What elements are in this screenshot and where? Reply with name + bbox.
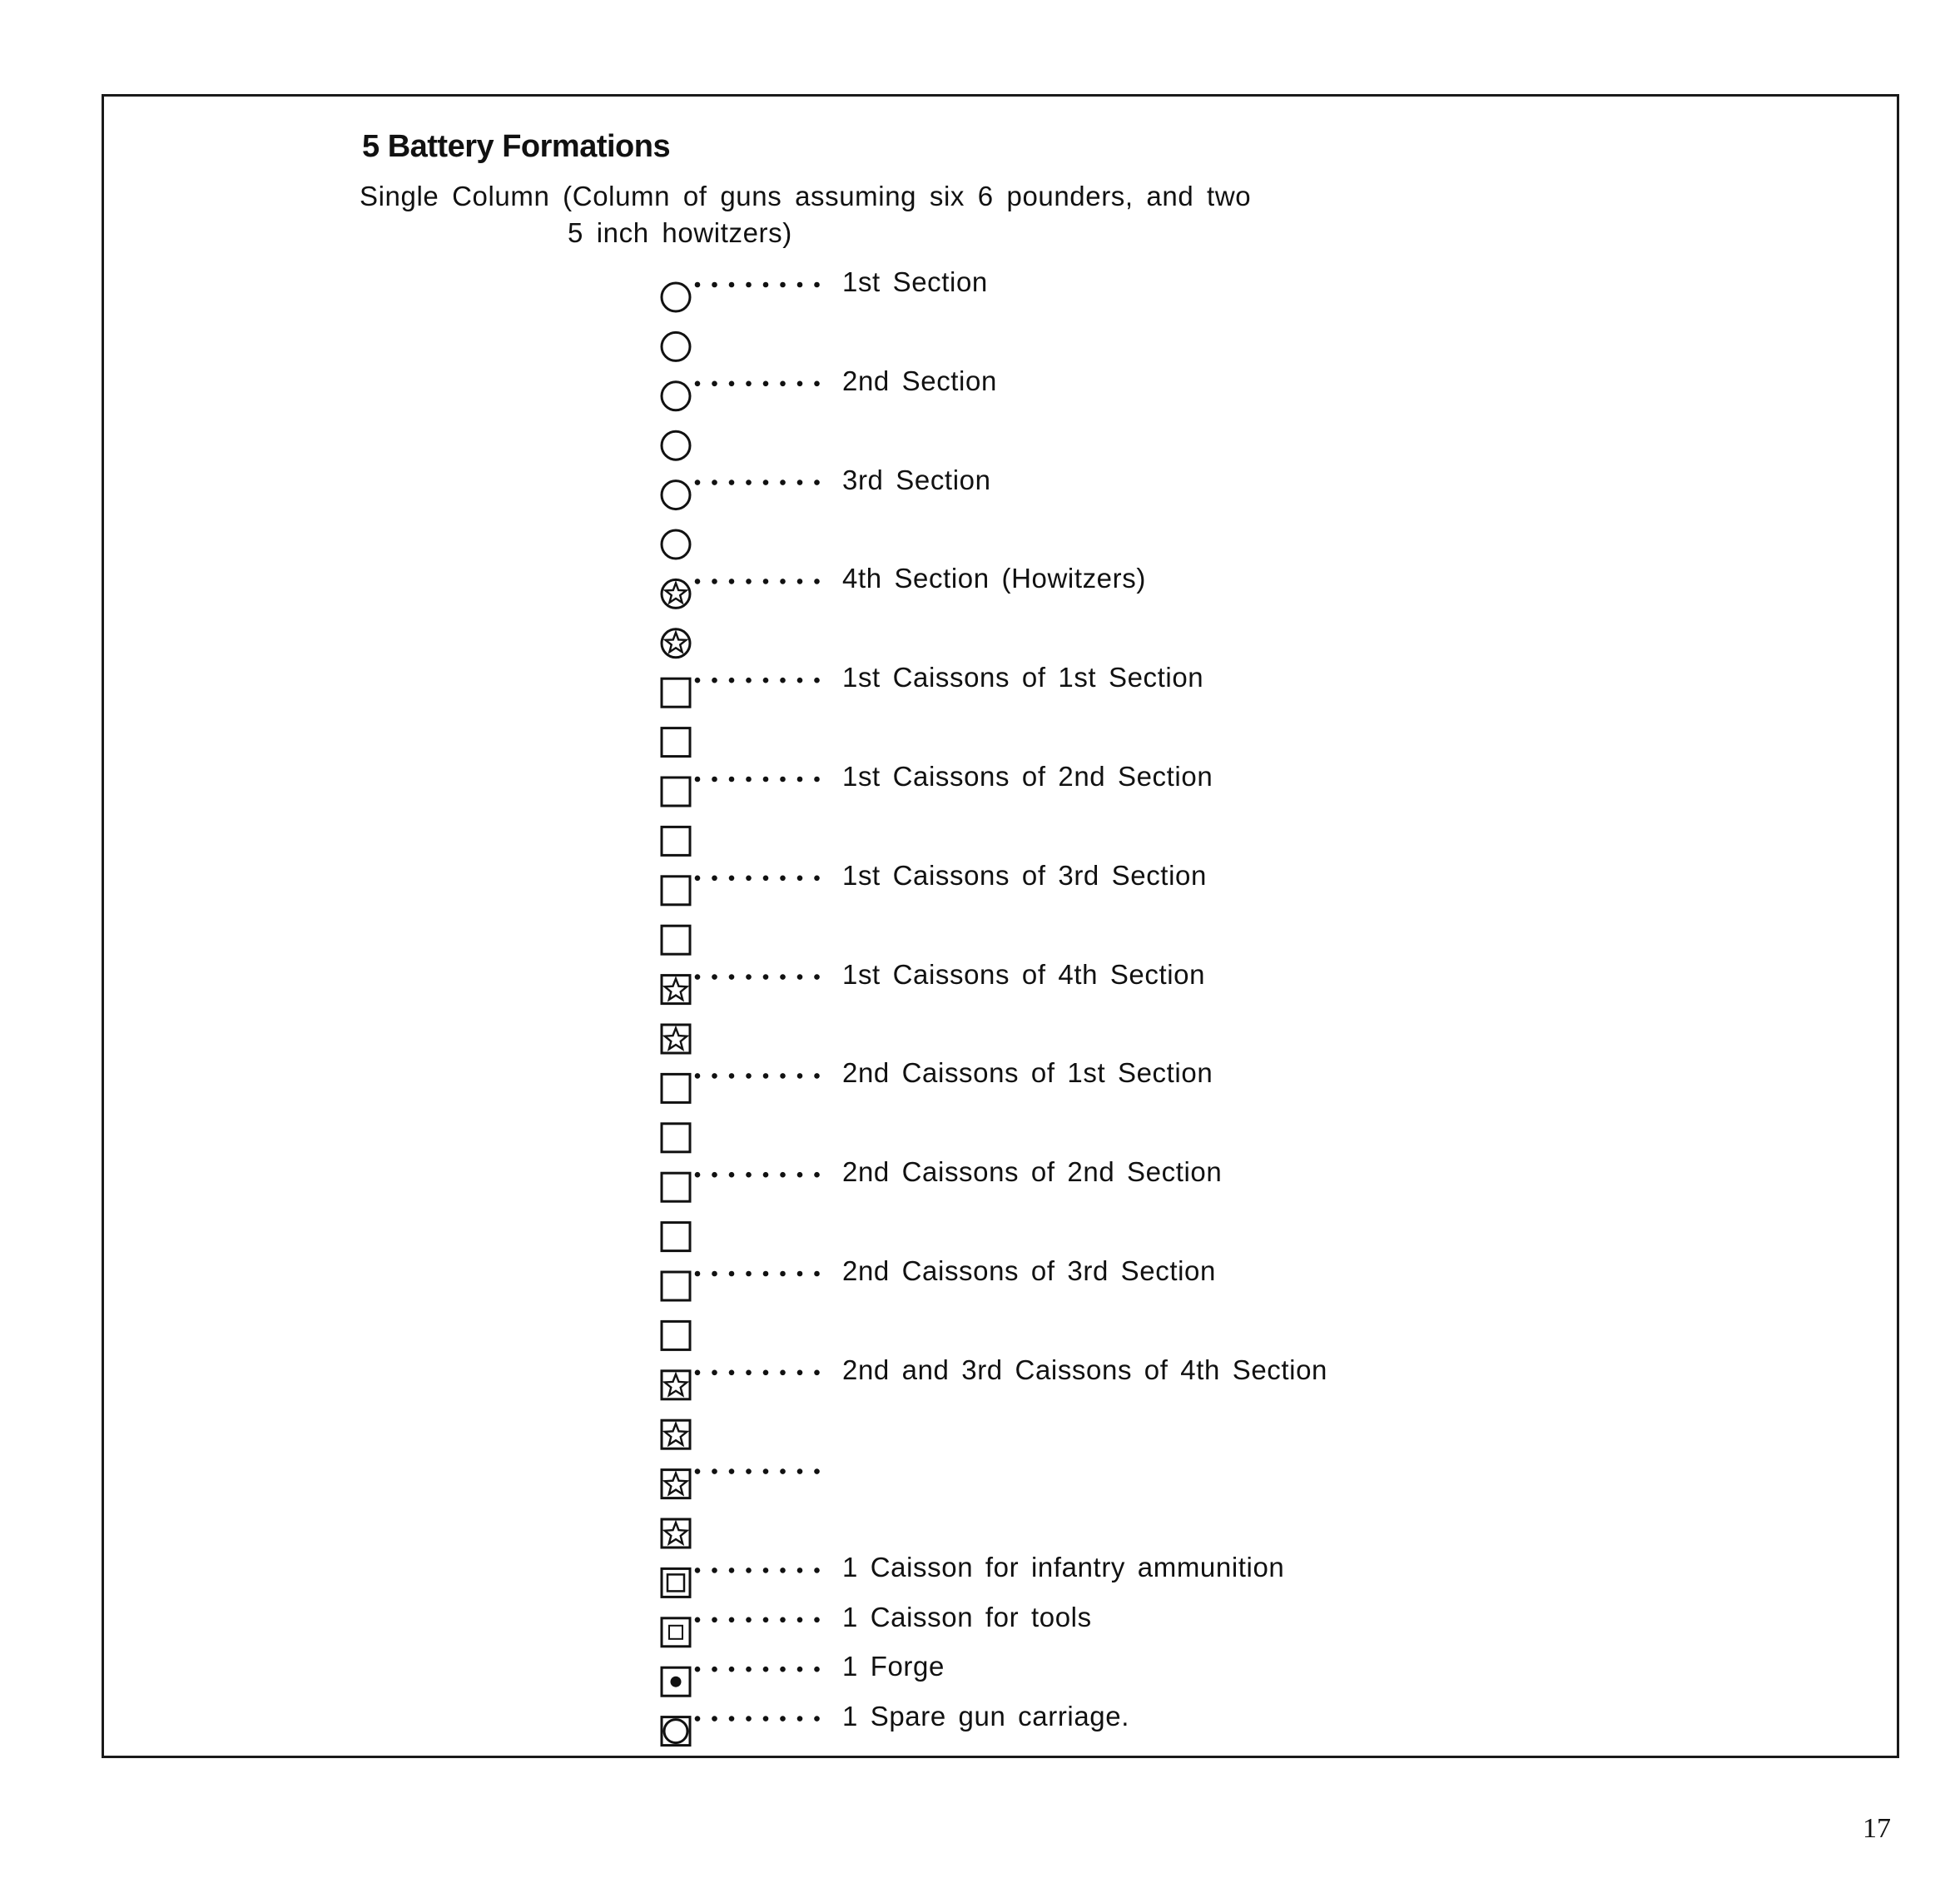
formation-label: 2nd Section: [842, 365, 997, 396]
page-number: 17: [1863, 1813, 1891, 1844]
formation-label: 2nd and 3rd Caissons of 4th Section: [842, 1354, 1328, 1385]
forge-icon: [662, 1667, 690, 1696]
dotted-leader: [695, 381, 820, 387]
formation-label: 1 Caisson for tools: [842, 1601, 1092, 1632]
dotted-leader: [695, 1617, 820, 1623]
formation-label: 1 Forge: [842, 1651, 945, 1682]
formation-label: 1st Caissons of 2nd Section: [842, 761, 1213, 792]
caisson-square-icon: [662, 1272, 690, 1300]
dotted-leader: [695, 579, 820, 584]
formation-label: 4th Section (Howitzers): [842, 563, 1146, 594]
dotted-leader: [695, 1271, 820, 1277]
howitzer-caisson-star-square-icon: [662, 1025, 690, 1053]
formation-label: 1st Caissons of 4th Section: [842, 958, 1206, 990]
infantry-ammunition-caisson-icon: [662, 1568, 690, 1597]
dotted-leader: [695, 479, 820, 485]
formation-label: 2nd Caissons of 1st Section: [842, 1057, 1213, 1089]
howitzer-star-circle-icon: [662, 629, 690, 658]
dotted-leader: [695, 1716, 820, 1722]
formation-label: 1st Caissons of 3rd Section: [842, 859, 1207, 891]
howitzer-caisson-star-square-icon: [662, 1420, 690, 1448]
dotted-leader: [695, 876, 820, 882]
caisson-square-icon: [662, 728, 690, 757]
dotted-leader: [695, 678, 820, 683]
tools-caisson-icon: [662, 1618, 690, 1647]
formation-label: 1st Section: [842, 266, 988, 297]
dotted-leader: [695, 1172, 820, 1178]
gun-circle-icon: [662, 530, 690, 559]
dotted-leader: [695, 1073, 820, 1079]
formation-label: 2nd Caissons of 2nd Section: [842, 1156, 1223, 1188]
page-title: 5 Battery Formations: [362, 129, 671, 164]
caption-line-1: Single Column (Column of guns assuming six 6 pounders, and two: [360, 181, 1252, 211]
caption-line-2: 5 inch howitzers): [568, 217, 792, 248]
caisson-square-icon: [662, 1173, 690, 1201]
gun-circle-icon: [662, 382, 690, 410]
howitzer-caisson-star-square-icon: [662, 1371, 690, 1399]
caisson-square-icon: [662, 827, 690, 855]
gun-circle-icon: [662, 332, 690, 360]
howitzer-star-circle-icon: [662, 579, 690, 608]
dotted-leader: [695, 1468, 820, 1474]
caisson-square-icon: [662, 778, 690, 806]
dotted-leader: [695, 1568, 820, 1573]
formation-label: 3rd Section: [842, 464, 991, 495]
caisson-square-icon: [662, 1321, 690, 1349]
gun-circle-icon: [662, 481, 690, 509]
dotted-leader: [695, 777, 820, 783]
caisson-square-icon: [662, 1223, 690, 1251]
formation-label: 2nd Caissons of 3rd Section: [842, 1255, 1216, 1286]
howitzer-caisson-star-square-icon: [662, 1519, 690, 1548]
dotted-leader: [695, 1667, 820, 1672]
formation-label: 1st Caissons of 1st Section: [842, 662, 1204, 693]
caisson-square-icon: [662, 678, 690, 707]
caisson-square-icon: [662, 926, 690, 954]
dotted-leader: [695, 974, 820, 980]
caisson-square-icon: [662, 1124, 690, 1152]
dotted-leader: [695, 282, 820, 288]
gun-circle-icon: [662, 283, 690, 311]
caisson-square-icon: [662, 877, 690, 905]
gun-circle-icon: [662, 431, 690, 460]
formation-label: 1 Spare gun carriage.: [842, 1700, 1129, 1731]
dotted-leader: [695, 1370, 820, 1376]
howitzer-caisson-star-square-icon: [662, 1470, 690, 1498]
spare-gun-carriage-icon: [662, 1717, 690, 1746]
caisson-square-icon: [662, 1074, 690, 1102]
howitzer-caisson-star-square-icon: [662, 976, 690, 1004]
formation-label: 1 Caisson for infantry ammunition: [842, 1552, 1285, 1583]
